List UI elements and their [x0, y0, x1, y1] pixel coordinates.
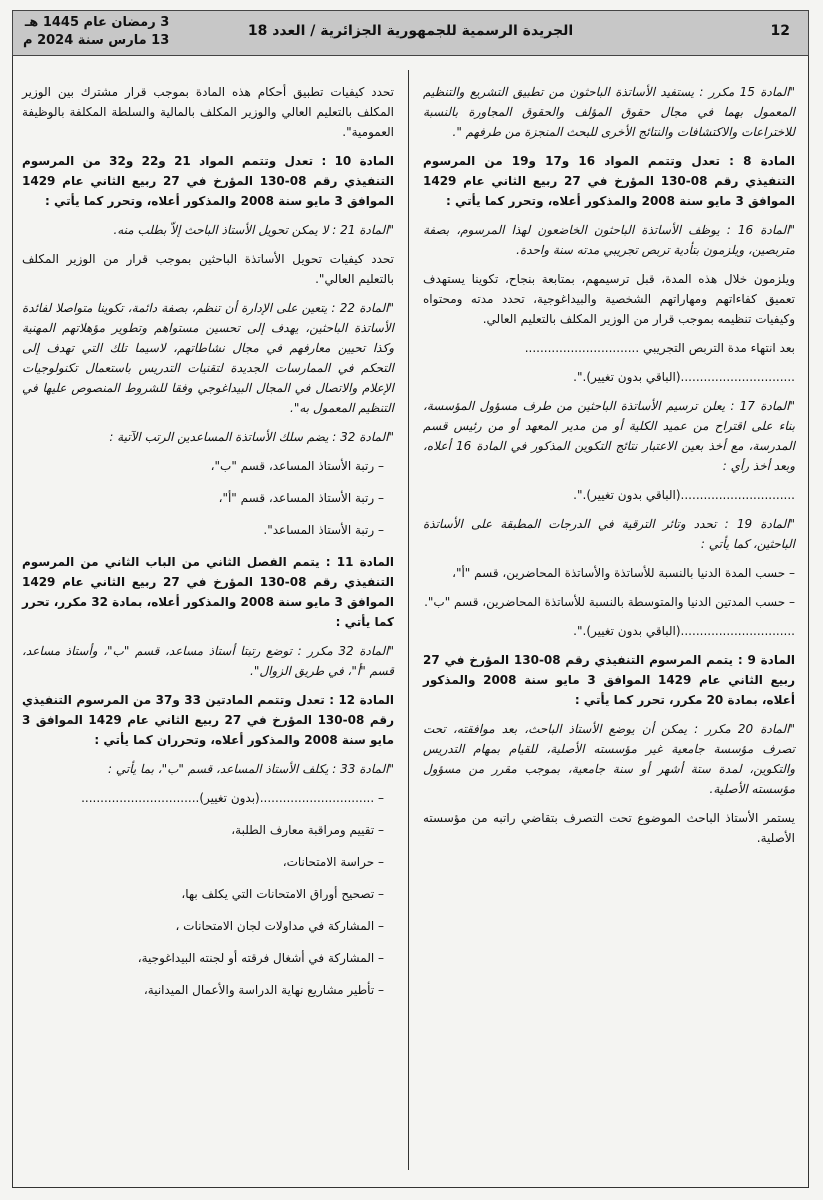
paragraph: – حسب المدة الدنيا بالنسبة للأساتذة والأساتذة المحاضرين، قسم "أ"، — [452, 566, 795, 580]
paragraph: "المادة 19 : تحدد وتائر الترقية في الدرجات المطبقة على الأساتذة الباحثين، كما يأتي : — [423, 517, 795, 551]
paragraph: يستمر الأستاذ الباحث الموضوع تحت التصرف بتقاضي راتبه من مؤسسته الأصلية. — [423, 811, 795, 845]
page-header — [12, 10, 809, 56]
article-heading-paragraph: المادة 11 : يتمم الفصل الثاني من الباب الثاني من المرسوم التنفيذي رقم 08-130 المؤرخ في 27 ربيع الثاني عام 1429 الموافق 3 مايو سنة 2008 والمذكور أعلاه، بمادة 32 مكرر، تحرر كما يأتي : — [22, 555, 395, 629]
right-column — [423, 82, 795, 857]
list — [22, 456, 394, 540]
article-heading-paragraph: المادة 9 : يتمم المرسوم التنفيذي رقم 08-130 المؤرخ في 27 ربيع الثاني عام 1429 الموافق 3 مايو سنة 2008 والمذكور أعلاه، بمادة 20 مكرر، تحرر كما يأتي : — [423, 653, 796, 707]
paragraph: ويلزمون خلال هذه المدة، قبل ترسيمهم، بمتابعة بنجاح، تكوينا يستهدف تعميق كفاءاتهم ومهاراتهم الشخصية والبيداغوجية، تحدد مدته ومحتواه وكيفيات تنظيمه بموجب قرار من الوزير المكلف بالتعليم العالي. — [423, 272, 795, 326]
paragraph: "المادة 15 مكرر : يستفيد الأساتذة الباحثون من تطبيق التشريع والتنظيم المعمول بهما في مجال حقوق المؤلف والحقوق المجاورة بالنسبة للاختراعات والاكتشافات والنتائج الأخرى للبحث المنجزة من طرفهم ". — [423, 85, 795, 139]
paragraph: ..............................(الباقي بدون تغيير).". — [573, 624, 795, 638]
paragraph: "المادة 16 : يوظف الأساتذة الباحثون الخاضعون لهذا المرسوم، بصفة متربصين، ويلزمون بتأدية تربص تجريبي مدته سنة واحدة. — [423, 223, 795, 257]
paragraph: ..............................(الباقي بدون تغيير).". — [573, 370, 795, 384]
date-gregorian: 13 مارس سنة 2024 م — [23, 33, 170, 48]
paragraph: بعد انتهاء مدة التربص التجريبي .............................. — [524, 341, 795, 355]
list-item: – تأطير مشاريع نهاية الدراسة والأعمال الميدانية، — [143, 983, 384, 997]
page-number: 12 — [770, 23, 790, 39]
list — [22, 788, 394, 1000]
paragraph: "المادة 17 : يعلن ترسيم الأساتذة الباحثين من طرف مسؤول المؤسسة، بناء على اقتراح من عميد الكلية أو من مدير المعهد أو من رئيس قسم المدرسة، مع أخذ بعين الاعتبار نتائج التكوين المذكور في المادة 16 أعلاه، وبعد أخذ رأي : — [423, 399, 795, 473]
paragraph: "المادة 32 مكرر : توضع رتبتا أستاذ مساعد، قسم "ب"، وأستاذ مساعد، قسم "أ"، في طريق الزوال". — [22, 644, 394, 678]
issue-date — [23, 14, 169, 50]
column-divider — [408, 70, 409, 1170]
paragraph: تحدد كيفيات تطبيق أحكام هذه المادة بموجب قرار مشترك بين الوزير المكلف بالتعليم العالي والوزير المكلف بالمالية والسلطة المكلفة بالوظيفة العمومية". — [22, 85, 394, 139]
paragraph: "المادة 32 : يضم سلك الأساتذة المساعدين الرتب الآتية : — [109, 430, 394, 444]
list-item: – حراسة الامتحانات، — [282, 855, 384, 869]
paragraph: "المادة 21 : لا يمكن تحويل الأستاذ الباحث إلاّ بطلب منه. — [113, 223, 394, 237]
list-item: – المشاركة في أشغال فرقته أو لجنته البيداغوجية، — [137, 951, 384, 965]
paragraph: ..............................(الباقي بدون تغيير).". — [573, 488, 795, 502]
article-heading-paragraph: المادة 8 : تعدل وتتمم المواد 16 و17 و19 من المرسوم التنفيذي رقم 08-130 المؤرخ في 27 ربيع الثاني عام 1429 الموافق 3 مايو سنة 2008 والمذكور أعلاه، وتحرر كما يأتي : — [423, 154, 796, 208]
article-heading-paragraph: المادة 12 : تعدل وتتمم المادتين 33 و37 من المرسوم التنفيذي رقم 08-130 المؤرخ في 27 ربيع الثاني عام 1429 الموافق 3 مايو سنة 2008 والمذكور أعلاه، وتحرران كما يأتي : — [22, 693, 395, 747]
left-column — [22, 82, 394, 1012]
list-item: – رتبة الأستاذ المساعد، قسم "ب"، — [210, 459, 384, 473]
paragraph: – حسب المدتين الدنيا والمتوسطة بالنسبة للأساتذة المحاضرين، قسم "ب". — [424, 595, 795, 609]
paragraph: تحدد كيفيات تحويل الأساتذة الباحثين بموجب قرار من الوزير المكلف بالتعليم العالي". — [22, 252, 394, 286]
paragraph: "المادة 33 : يكلف الأستاذ المساعد، قسم "ب"، بما يأتي : — [107, 762, 394, 776]
list-item: – تصحيح أوراق الامتحانات التي يكلف بها، — [181, 887, 384, 901]
paragraph: "المادة 22 : يتعين على الإدارة أن تنظم، بصفة دائمة، تكوينا متواصلا لفائدة الأساتذة الباحثين، يهدف إلى تحسين مستواهم وتطوير مؤهلاتهم المهنية وكذا تحيين معارفهم في مجال نشاطاتهم، لاسيما تلك التي تهدف إلى التحكم في الممارسات الجديدة لتقنيات التدريس باستعمال تكنولوجيات الإعلام والاتصال في المجال البيداغوجي وفقا للشروط المنصوص عليها في التنظيم المعمول به". — [22, 301, 394, 415]
date-hijri: 3 رمضان عام 1445 هـ — [24, 15, 170, 30]
list-item: – ..............................(بدون تغيير)............................... — [81, 791, 384, 805]
list-item: – رتبة الأستاذ المساعد". — [263, 523, 384, 537]
paragraph: "المادة 20 مكرر : يمكن أن يوضع الأستاذ الباحث، بعد موافقته، تحت تصرف مؤسسة جامعية غير مؤسسته الأصلية، للقيام بمهام التدريس والتكوين، لمدة ستة أشهر أو سنة جامعية، بموجب مقرر من مسؤول مؤسسته الأصلية. — [423, 722, 795, 796]
gazette-title: الجريدة الرسمية للجمهورية الجزائرية / العدد 18 — [247, 23, 574, 39]
list-item: – المشاركة في مداولات لجان الامتحانات ، — [175, 919, 384, 933]
list-item: – رتبة الأستاذ المساعد، قسم "أ"، — [218, 491, 384, 505]
article-heading-paragraph: المادة 10 : تعدل وتتمم المواد 21 و22 و32 من المرسوم التنفيذي رقم 08-130 المؤرخ في 27 ربيع الثاني عام 1429 الموافق 3 مايو سنة 2008 والمذكور أعلاه، وتحرر كما يأتي : — [22, 154, 395, 208]
list-item: – تقييم ومراقبة معارف الطلبة، — [231, 823, 384, 837]
